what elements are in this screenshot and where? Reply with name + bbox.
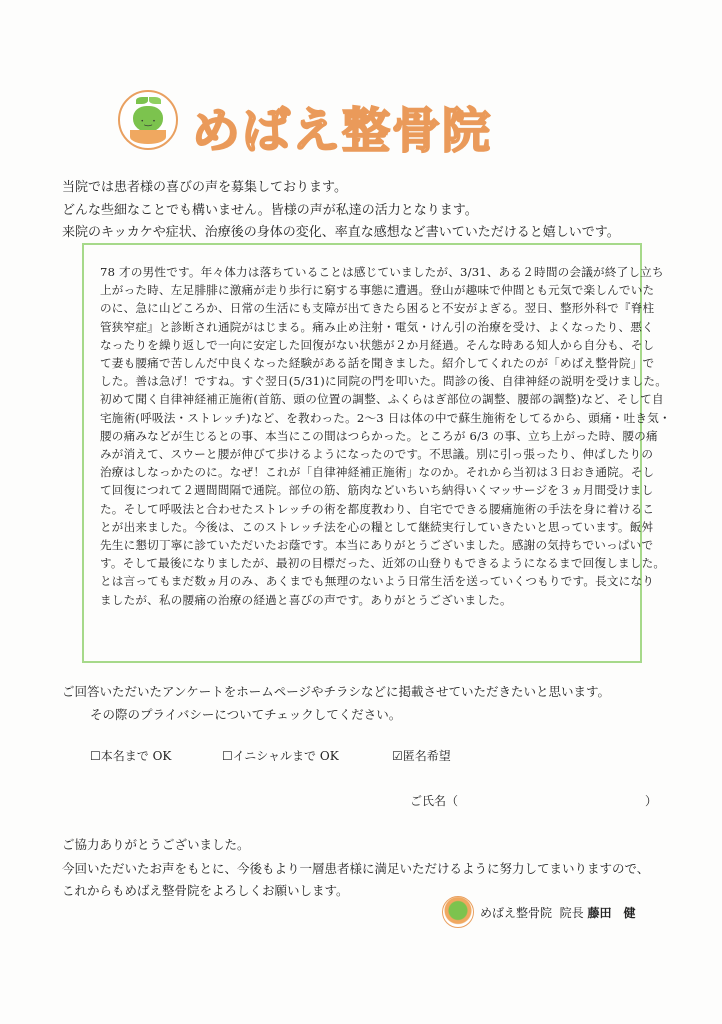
option-anonymous[interactable]: ☑匿名希望 — [392, 749, 451, 763]
checkbox-icon[interactable]: ☐ — [90, 749, 101, 763]
testimonial-line: した。善は急げ！ですね。すぐ翌日(5/31)に同院の門を叩いた。問診の後、自律神経の説明を受けました。 — [100, 374, 668, 389]
testimonial-line: 腰の痛みなどが生じるとの事、本当にこの間はつらかった。ところが 6/3 の事、立ち上がった時、腰の痛 — [100, 428, 658, 443]
clinic-title: めばえ整骨院 — [192, 103, 493, 159]
option-initials[interactable]: ☐イニシャルまで OK — [222, 749, 339, 763]
testimonial-line: とは言ってもまだ数ヵ月のみ、あくまでも無理のないよう日常生活を送っていくつもりです。長文になり — [100, 574, 655, 589]
testimonial-line: 上がった時、左足腓腓に激痛が走り歩行に窮する事態に遭遇。登山が趣味で仲間とも元気で楽しんでいた — [100, 283, 655, 298]
checkbox-checked-icon[interactable]: ☑ — [392, 749, 403, 763]
testimonial-line: ましたが、私の腰痛の治療の経過と喜びの声です。ありがとうございました。 — [100, 592, 512, 607]
clinic-logo-icon: ･‿･ — [118, 90, 178, 150]
intro-line: 来院のキッカケや症状、治療後の身体の変化、率直な感想など書いていただけると嬉しいです。 — [62, 225, 620, 240]
intro-line: どんな些細なことでも構いません。皆様の声が私達の活力となります。 — [62, 203, 478, 218]
consent-instruction: その際のプライバシーについてチェックしてください。 — [90, 707, 402, 722]
testimonial-line: て妻も腰痛で苦しんだ中良くなった経験がある話を聞きました。紹介してくれたのが「めばえ整骨院」で — [100, 356, 655, 370]
option-real-name[interactable]: ☐本名まで OK — [90, 749, 172, 763]
closing-line: ご協力ありがとうございました。 — [62, 837, 250, 852]
testimonial-line: 初めて聞く自律神経補正施術(首筋、頭の位置の調整、ふくらはぎ部位の調整、腰部の調整)など、そして自 — [100, 392, 664, 407]
signature: めばえ整骨院 院長 藤田 健 — [480, 906, 636, 920]
checkbox-icon[interactable]: ☐ — [222, 749, 233, 763]
name-label: ご氏名（ — [410, 794, 459, 808]
closing-line: 今回いただいたお声をもとに、今後もより一層患者様に満足いただけるように努力してまいりますので、 — [62, 861, 650, 876]
clinic-logo-small-icon — [442, 896, 474, 928]
testimonial-line: た。そして呼吸法と合わせたストレッチの術を都度教わり、自宅でできる腰痛施術の手法を身に着けるこ — [100, 501, 655, 516]
consent-question: ご回答いただいたアンケートをホームページやチラシなどに掲載させていただきたいと思います。 — [62, 684, 611, 699]
name-close: ） — [645, 794, 658, 808]
testimonial-line: 治療はしなっかたのに。なぜ！これが「自律神経補正施術」なのか。それから当初は３日おき通院。そし — [100, 465, 655, 480]
testimonial-line: 宅施術(呼吸法・ストレッチ)など、を教わった。2～3 日は体の中で蘇生施術をしてるから、頭痛・吐き気・ — [100, 410, 671, 425]
testimonial-line: 78 才の男性です。年々体力は落ちていることは感じていましたが、3/31、ある２時間の会議が終了し立ち — [100, 265, 664, 279]
intro-line: 当院では患者様の喜びの声を募集しております。 — [62, 180, 347, 195]
testimonial-line: て回復につれて２週間間隔で通院。部位の筋、筋肉などいちいち納得いくマッサージを３ヵ月間受けまし — [100, 483, 654, 498]
testimonial-line: とが出来ました。今後は、このストレッチ法を心の糧として継続実行していきたいと思っています。飯舛 — [100, 519, 654, 534]
testimonial-line: 先生に懇切丁寧に診ていただいたお蔭です。本当にありがとうございました。感謝の気持ちでいっぱいで — [100, 538, 654, 552]
testimonial-line: 管狭窄症』と診断され通院がはじまる。痛み止め注射・電気・けん引の治療を受け、よくなったり、悪く — [100, 319, 654, 334]
testimonial-line: のに、急に山どころか、日常の生活にも支障が出てきたら困ると不安がよぎる。翌日、整形外科で『脊柱 — [100, 301, 655, 316]
testimonial-line: なったりを繰り返しで一向に安定した回復がない状態が２か月経過。そんな時ある知人から自分も、そし — [100, 337, 655, 352]
testimonial-line: みが消えて、スウーと腰が伸びて歩けるようになったのです。不思議。別に引っ張ったり、伸ばしたりの — [100, 447, 654, 461]
closing-line: これからもめばえ整骨院をよろしくお願いします。 — [62, 883, 349, 898]
name-field[interactable] — [480, 786, 630, 812]
testimonial-line: す。そして最後になりましたが、最初の目標だった、近郊の山登りもできるようになるまで回復しました。 — [100, 556, 666, 571]
